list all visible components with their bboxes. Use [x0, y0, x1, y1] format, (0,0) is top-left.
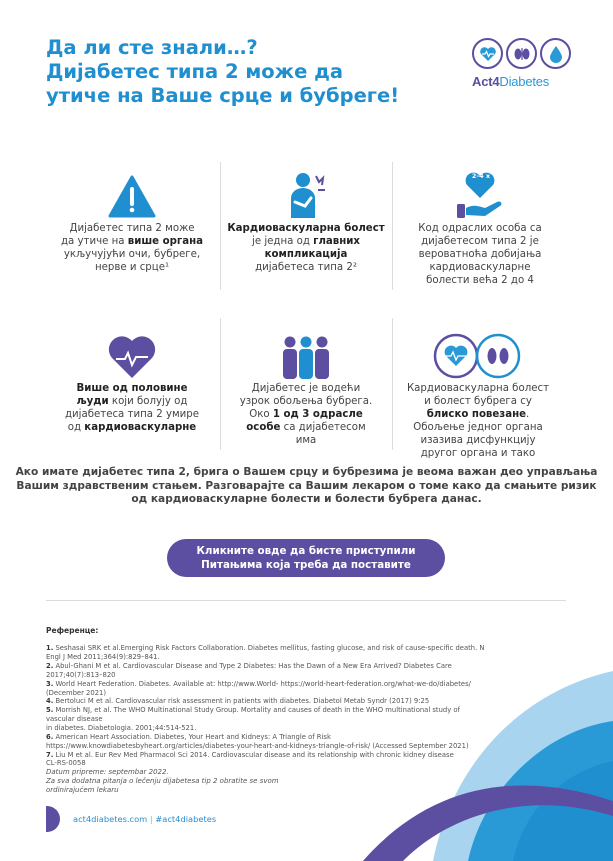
- reference-line: 5. Morrish NJ, et al. The WHO Multinational Study Group. Mortality and causes of death in the WHO multinational study of: [46, 706, 460, 715]
- reference-line: 2. Abul-Ghani M et al. Cardiovascular Disease and Type 2 Diabetes: Has the Dawn of a New Era Arrived? Diabetes Care: [46, 661, 452, 670]
- chest-pain-icon: [281, 170, 331, 220]
- fact-text: [394, 222, 566, 287]
- fact-line: узрок обољења бубрега.: [239, 396, 373, 407]
- cta-line: Питањима која треба да поставите: [201, 559, 411, 571]
- fact-line: од кардиоваскуларне: [67, 422, 197, 433]
- warning-icon: [107, 174, 157, 220]
- fact-line: да утиче на више органа: [60, 236, 204, 247]
- reference-line: 3. World Heart Federation. Diabetes. Available at: http://www.World- https://world-heart-federation.org/what-we-do/diabetes/: [46, 679, 471, 688]
- summary-paragraph: [0, 466, 613, 507]
- fact-line: дијабетеса типа 2²: [255, 262, 357, 273]
- people-icon: [279, 334, 333, 380]
- fact-line: Кардиоваскуларна болест: [406, 383, 550, 394]
- fact-text: [220, 222, 392, 274]
- fact-line: Око 1 од 3 одрасле: [249, 409, 363, 420]
- fact-line: укључујући очи, бубреге,: [63, 249, 201, 260]
- fact-line: људи који болују од: [76, 396, 188, 407]
- fact-line: болести већа 2 до 4: [426, 275, 534, 286]
- fact-line: особе са дијабетесом: [246, 422, 366, 433]
- fact-text: [392, 382, 564, 460]
- fact-line: Обољење једног органа: [413, 422, 543, 433]
- logo-wordmark: Act4Diabetes: [472, 74, 550, 89]
- preparation-notes: [46, 768, 279, 796]
- fact-kidney-disease: [220, 320, 392, 447]
- headline-line-2: Дијабетес типа 2 може да: [46, 60, 343, 83]
- fact-line: компликација: [264, 249, 348, 260]
- hashtag: #act4diabetes: [155, 814, 217, 824]
- cta-line: Кликните овде да бисте приступили: [196, 545, 416, 557]
- reference-line: 2017;40(7):813–820: [46, 670, 116, 679]
- reference-line: 4. Bertoluci M et al. Cardiovascular risk assessment in patients with diabetes. Diabetol Metab Syndr (2017) 9:25: [46, 697, 430, 706]
- heart-kidney-icon: [432, 332, 524, 380]
- questions-cta-button[interactable]: [167, 539, 445, 577]
- fact-multiple-organs: [46, 160, 218, 274]
- fact-line: дијабетесом типа 2 је: [421, 236, 539, 247]
- reference-line: 7. Liu M et al. Eur Rev Med Pharmacol Sci 2014. Cardiovascular disease and its relationship with chronic kidney disease: [46, 750, 454, 759]
- fact-line: је једна од главних: [252, 236, 360, 247]
- fact-line: кардиоваскуларне: [429, 262, 531, 273]
- headline-line-3: утиче на Ваше срце и бубреге!: [46, 84, 400, 107]
- fact-line: Код одраслих особа са: [418, 223, 542, 234]
- note-line: Datum pripreme: septembar 2022.: [46, 768, 169, 776]
- heart-pulse-icon: [107, 334, 157, 380]
- fact-cardiovascular-complication: [220, 160, 392, 274]
- summary-line: Ако имате дијабетес типа 2, брига о Вашем срцу и бубрезима је веома важан део управљања: [15, 466, 598, 478]
- reference-line: Engl J Med 2011;364(9):829–841.: [46, 652, 160, 661]
- website-link[interactable]: act4diabetes.com: [73, 814, 148, 824]
- fact-organ-link: [392, 320, 564, 460]
- fact-line: Дијабетес типа 2 може: [69, 223, 195, 234]
- fact-line: дијабетеса типа 2 умире: [64, 409, 200, 420]
- document-code: CL-RS-0058: [46, 759, 86, 767]
- fact-text: [220, 382, 392, 447]
- fact-risk-multiplier: [394, 160, 566, 287]
- decorative-swoosh: [303, 651, 613, 861]
- fact-line: изазива дисфункцију: [420, 435, 536, 446]
- references-title: Референце:: [46, 626, 99, 635]
- divider-rule: [46, 600, 566, 601]
- act4diabetes-logo: [472, 38, 572, 89]
- reference-line: in diabetes. Diabetologia. 2001;44:514-521.: [46, 724, 197, 733]
- footer-separator: |: [149, 814, 153, 824]
- reference-line: vascular disease: [46, 715, 103, 724]
- fact-line: вероватноћа добијања: [418, 249, 542, 260]
- page-headline: [46, 36, 446, 108]
- reference-line: (December 2021): [46, 688, 107, 697]
- fact-line: нерве и срце¹: [94, 262, 170, 273]
- reference-line: 1. Seshasai SRK et al.Emerging Risk Factors Collaboration. Diabetes mellitus, fasting glucose, and risk of cause-specific death. N: [46, 644, 485, 652]
- fact-line: Дијабетес је водећи: [251, 383, 361, 394]
- fact-line: и болест бубрега су: [424, 396, 532, 407]
- heart-pulse-icon: [472, 38, 503, 69]
- divider: [392, 162, 393, 290]
- fact-line: има: [295, 435, 317, 446]
- footer: [46, 806, 216, 832]
- kidneys-icon: [506, 38, 537, 69]
- summary-line: Вашим здравственим стањем. Разговарајте са Вашим лекаром о томе како да смањите ризик: [16, 479, 597, 492]
- headline-line-1: Да ли сте знали…?: [46, 36, 258, 59]
- fact-mortality: [46, 320, 218, 434]
- fact-line: другог органа и тако: [420, 448, 536, 459]
- fact-line: Кардиоваскуларна болест: [227, 223, 385, 234]
- fact-text: [46, 382, 218, 434]
- drop-icon: [540, 38, 571, 69]
- note-line: ordinirajućem lekaru: [46, 786, 119, 795]
- fact-line: Више од половине: [76, 383, 188, 394]
- fact-text: [46, 222, 218, 274]
- reference-line: 6. American Heart Association. Diabetes, Your Heart and Kidneys: A Triangle of Risk: [46, 733, 331, 742]
- risk-badge: 2-4 x: [471, 172, 491, 180]
- footer-half-circle: [46, 806, 60, 832]
- reference-line: https://www.knowdiabetesbyheart.org/articles/diabetes-your-heart-and-kidneys-triangle-of-risk/ (Accessed September 2021): [46, 741, 469, 750]
- summary-line: од кардиоваскуларне болести и болести бубрега данас.: [131, 493, 482, 505]
- note-line: Za sva dodatna pitanja o lečenju dijabetesa tip 2 obratite se svom: [46, 777, 279, 786]
- fact-line: блиско повезане.: [426, 409, 530, 420]
